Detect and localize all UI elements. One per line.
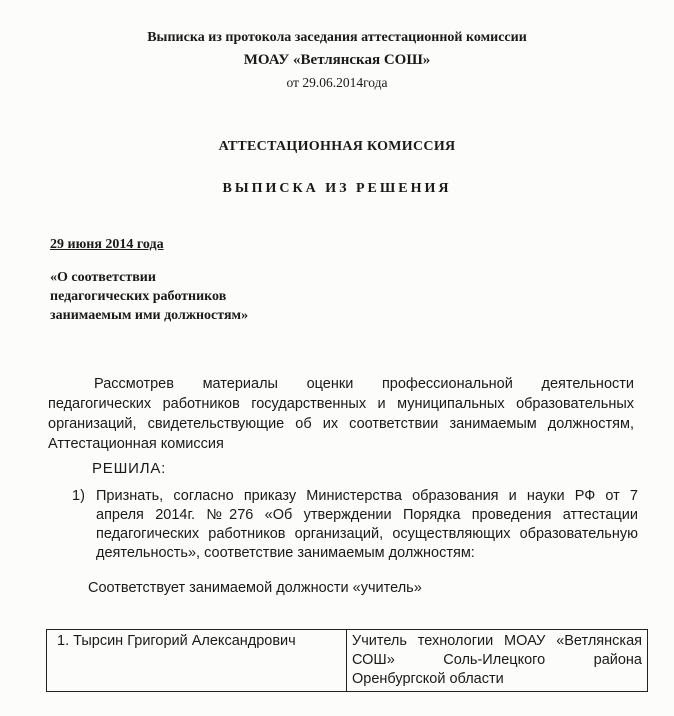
protocol-date: от 29.06.2014года [286,75,388,90]
decision-subject [50,268,248,325]
subject-line: педагогических работников [50,289,227,304]
employee-name-cell: 1. Тырсин Григорий Александрович [47,630,347,692]
item-line: Признать, согласно приказу Министерства образования и науки РФ от 7 [96,488,638,504]
item-text [96,487,638,563]
preamble-line: Аттестационная комиссия [48,436,224,452]
preamble-line: организаций, свидетельствующие об их соответствии занимаемым должностям, [48,416,634,432]
item-line: деятельность», соответствие занимаемым должностям: [96,545,475,561]
preamble-paragraph [48,374,634,454]
position-line: Учитель технологии МОАУ «Ветлянская [352,633,642,649]
subject-line: «О соответствии [50,270,156,285]
corresponds-statement: Соответствует занимаемой должности «учитель» [88,580,422,596]
position-line: Оренбургской области [352,671,504,687]
table-row [47,630,648,692]
protocol-extract-title: Выписка из протокола заседания аттестационной комиссии [147,30,527,45]
decision-heading: ВЫПИСКА ИЗ РЕШЕНИЯ [222,181,452,196]
decision-date: 29 июня 2014 года [50,237,164,252]
preamble-line: педагогических работников государственных и муниципальных образовательных [48,396,634,412]
item-number: 1) [72,488,85,504]
item-line: апреля 2014г. №276 «Об утверждении Порядка проведения аттестации [96,507,638,523]
subject-line: занимаемым ими должностям» [50,308,249,323]
item-line: педагогических работников организаций, осуществляющих образовательную [96,526,638,542]
commission-heading: АТТЕСТАЦИОННАЯ КОМИССИЯ [218,139,456,154]
preamble-line: Рассмотрев материалы оценки профессиональной деятельности [94,376,634,392]
school-name: МОАУ «Ветлянская СОШ» [243,52,431,68]
position-cell [347,630,648,692]
resolved-label: РЕШИЛА: [92,460,167,477]
position-line: СОШ» Соль-Илецкого района [352,652,642,668]
staff-table [46,629,648,692]
